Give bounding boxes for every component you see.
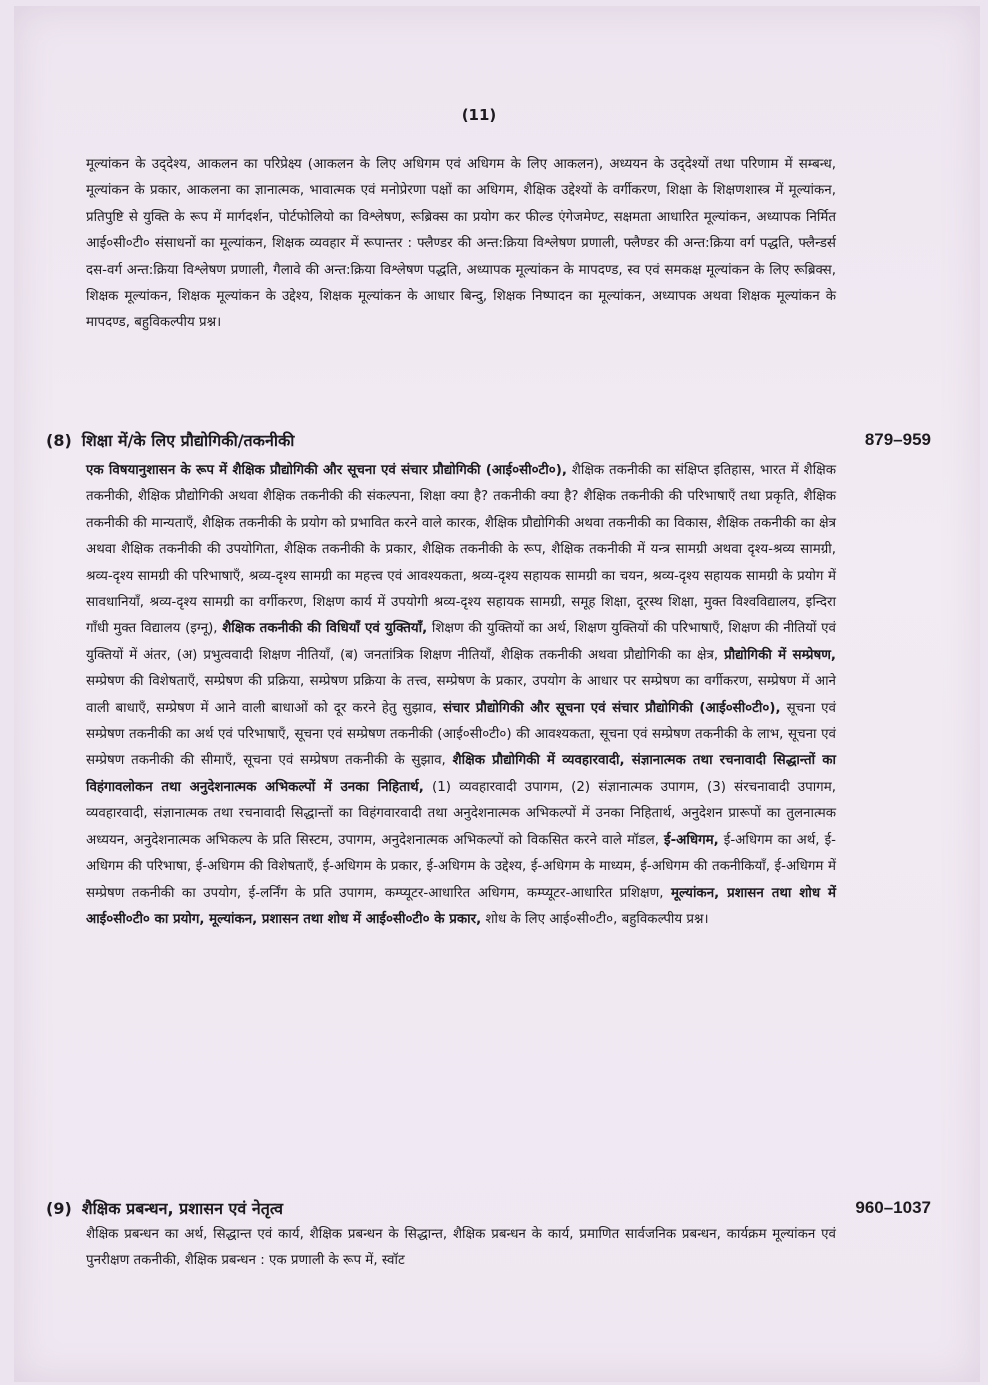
bold-phrase: ई-अधिगम, xyxy=(664,832,719,848)
section-8-title: शिक्षा में/के लिए प्रौद्योगिकी/तकनीकी xyxy=(81,431,295,450)
bold-phrase: शैक्षिक तकनीकी की विधियाँ एवं युक्तियाँ, xyxy=(222,621,428,637)
bold-phrase: शैक्षिक प्रौद्योगिकी में व्यवहारवादी, संज्ञानात्मक तथा रचनावादी सिद्धान्तों का विहंगावलोकन तथा अनुदेशनात्मक अभिकल्पों में उनका निहितार्थ, xyxy=(86,753,836,795)
bold-phrase: मूल्यांकन, प्रशासन तथा शोध में आई०सी०टी० का प्रयोग, मूल्यांकन, प्रशासन तथा शोध में आई०सी०टी० के प्रकार, xyxy=(86,885,836,927)
section-9-heading xyxy=(46,1194,931,1222)
text-run: शैक्षिक तकनीकी का संक्षिप्त इतिहास, भारत में शैक्षिक तकनीकी, शैक्षिक प्रौद्योगिकी अथवा शैक्षिक तकनीकी की संकल्पना, शिक्षा क्या है? तकनीकी क्या है? शैक्षिक तकनीकी की परिभाषाएँ तथा प्रकृति, शैक्षिक तकनीकी की मान्यताएँ, शैक्षिक तकनीकी के प्रयोग को प्रभावित करने वाले कारक, शैक्षिक प्रौद्योगिकी अथवा तकनीकी का विकास, शैक्षिक तकनीकी का क्षेत्र अथवा शैक्षिक तकनीकी की उपयोगिता, शैक्षिक तकनीकी के प्रकार, शैक्षिक तकनीकी के रूप, शैक्षिक तकनीकी में यन्त्र सामग्री अथवा दृश्य-श्रव्य सामग्री, श्रव्य-दृश्य सामग्री की परिभाषाएँ, श्रव्य-दृश्य सामग्री का महत्त्व एवं आवश्यकता, श्रव्य-दृश्य सहायक सामग्री का चयन, श्रव्य-दृश्य सहायक सामग्री के प्रयोग में सावधानियाँ, श्रव्य-दृश्य सामग्री का वर्गीकरण, शिक्षण कार्य में उपयोगी श्रव्य-दृश्य सहायक सामग्री, समूह शिक्षा, दूरस्थ शिक्षा, मुक्त विश्वविद्यालय, इन्दिरा गाँधी मुक्त विद्यालय (इग्नू), xyxy=(86,463,837,637)
section-9-number: (9) xyxy=(46,1198,72,1218)
page-number: (11) xyxy=(461,106,497,124)
section-9-body: शैक्षिक प्रबन्धन का अर्थ, सिद्धान्त एवं कार्य, शैक्षिक प्रबन्धन के सिद्धान्त, शैक्षिक प्रबन्धन के कार्य, प्रमाणित सार्वजनिक प्रबन्धन, कार्यक्रम मूल्यांकन एवं पुनरीक्षण तकनीकी, शैक्षिक प्रबन्धन : एक प्रणाली के रूप में, स्वॉट xyxy=(86,1227,836,1269)
bold-phrase: एक विषयानुशासन के रूप में शैक्षिक प्रौद्योगिकी और सूचना एवं संचार प्रौद्योगिकी (आई०सी०टी०), xyxy=(86,463,567,478)
text-run: सम्प्रेषण की विशेषताएँ, सम्प्रेषण की प्रक्रिया, सम्प्रेषण प्रक्रिया के तत्त्व, सम्प्रेषण के प्रकार, उपयोग के आधार पर सम्प्रेषण का वर्गीकरण, सम्प्रेषण में आने वाली बाधाएँ, सम्प्रेषण में आने वाली बाधाओं को दूर करने हेतु सुझाव, xyxy=(86,674,836,716)
text-run: (1) व्यवहारवादी उपागम, (2) संज्ञानात्मक उपागम, (3) संरचनावादी उपागम, व्यवहारवादी, संज्ञानात्मक तथा रचनावादी सिद्धान्तों का विहंगवारवादी तथा अनुदेशनात्मक अभिकल्पों में उनका निहितार्थ, अनुदेशन प्रारूपों का तुलनात्मक अध्ययन, अनुदेशनात्मक अभिकल्प के प्रति सिस्टम, उपागम, अनुदेशनात्मक अभिकल्पों को विकसित करने वाले मॉडल, xyxy=(86,779,836,848)
document-page xyxy=(14,6,980,1382)
section-9-title: शैक्षिक प्रबन्धन, प्रशासन एवं नेतृत्व xyxy=(81,1199,284,1218)
section-8-page-range: 879–959 xyxy=(864,430,931,449)
section-8-heading xyxy=(46,426,931,454)
text-run: शिक्षण की युक्तियों का अर्थ, शिक्षण युक्तियों की परिभाषाएँ, शिक्षण की नीतियों एवं युक्तियों में अंतर, (अ) प्रभुत्ववादी शिक्षण नीतियाँ, (ब) जनतांत्रिक शिक्षण नीतियाँ, शैक्षिक तकनीकी अथवा प्रौद्योगिकी का क्षेत्र, xyxy=(86,621,836,663)
section-9-page-range: 960–1037 xyxy=(855,1198,931,1217)
text-run: ई-अधिगम का अर्थ, ई-अधिगम की परिभाषा, ई-अधिगम की विशेषताएँ, ई-अधिगम के प्रकार, ई-अधिगम के उद्देश्य, ई-अधिगम के माध्यम, ई-अधिगम की तकनीकियाँ, ई-अधिगम में सम्प्रेषण तकनीकी का उपयोग, ई-लर्निंग के प्रति उपागम, कम्प्यूटर-आधारित अधिगम, कम्प्यूटर-आधारित प्रशिक्षण, xyxy=(86,832,836,901)
text-run: शोध के लिए आई०सी०टी०, बहुविकल्पीय प्रश्न। xyxy=(481,911,709,927)
section-8-number: (8) xyxy=(46,430,72,450)
section-8-body xyxy=(86,458,836,1172)
bold-phrase: संचार प्रौद्योगिकी और सूचना एवं संचार प्रौद्योगिकी (आई०सी०टी०), xyxy=(442,700,781,716)
text-run: सूचना एवं सम्प्रेषण तकनीकी का अर्थ एवं परिभाषाएँ, सूचना एवं सम्प्रेषण तकनीकी (आई०सी०टी०) की आवश्यकता, सूचना एवं सम्प्रेषण तकनीकी के लाभ, सूचना एवं सम्प्रेषण तकनीकी की सीमाएँ, सूचना एवं सम्प्रेषण तकनीकी के सुझाव, xyxy=(86,700,836,769)
bold-phrase: प्रौद्योगिकी में सम्प्रेषण, xyxy=(724,647,836,663)
intro-paragraph: मूल्यांकन के उद्‌देश्य, आकलन का परिप्रेक्ष्य (आकलन के लिए अधिगम एवं अधिगम के लिए आकलन), अध्ययन के उद्‌देश्यों तथा परिणाम में सम्बन्ध, मूल्यांकन के प्रकार, आकलना का ज्ञानात्मक, भावात्मक एवं मनोप्रेरणा पक्षों का अधिगम, शैक्षिक उद्देश्यों के वर्गीकरण, शिक्षा के शिक्षणशास्त्र में मूल्यांकन, प्रतिपुष्टि से युक्ति के रूप में मार्गदर्शन, पोर्टफोलियो का विश्लेषण, रूब्रिक्स का प्रयोग कर फील्ड एंगेजमेण्ट, सक्षमता आधारित मूल्यांकन, अध्यापक निर्मित आई०सी०टी० संसाधनों का मूल्यांकन, शिक्षक व्यवहार में रूपान्तर : फ्लैण्डर की अन्त:क्रिया विश्लेषण प्रणाली, फ्लैण्डर की अन्त:क्रिया वर्ग पद्धति, फ्लैन्डर्स दस-वर्ग अन्त:क्रिया विश्लेषण प्रणाली, गैलावे की अन्त:क्रिया विश्लेषण पद्धति, अध्यापक मूल्यांकन के मापदण्ड, स्व एवं समकक्ष मूल्यांकन के लिए रूब्रिक्स, शिक्षक मूल्यांकन, शिक्षक मूल्यांकन के उद्देश्य, शिक्षक मूल्यांकन के आधार बिन्दु, शिक्षक निष्पादन का मूल्यांकन, अध्यापक अथवा शिक्षक मूल्यांकन के मापदण्ड, बहुविकल्पीय प्रश्न। xyxy=(86,157,836,331)
